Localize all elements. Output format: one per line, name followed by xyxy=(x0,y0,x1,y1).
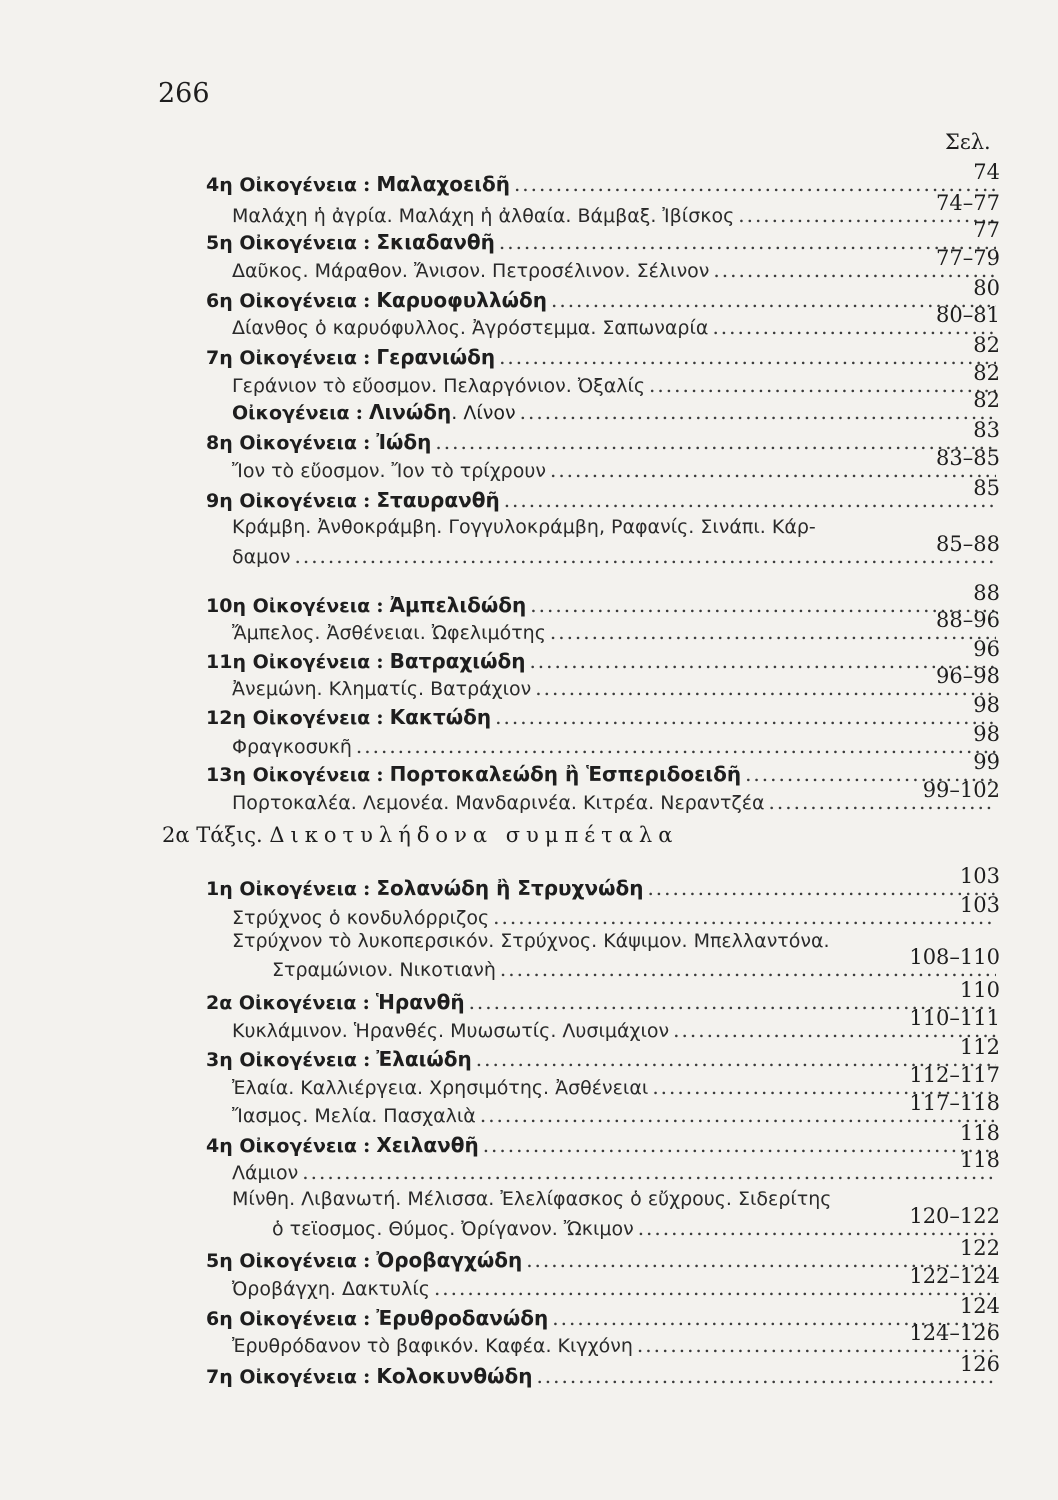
separator: : xyxy=(362,172,371,196)
family-label: 12η Οἰκογένεια xyxy=(206,707,371,729)
entry-text: Ἄμπελος. Ἀσθένειαι. Ὠφελιμότης xyxy=(232,622,546,644)
page-ref[interactable]: 112–117 xyxy=(909,1063,1000,1087)
page-ref[interactable]: 88–96 xyxy=(936,608,1000,632)
family-heading xyxy=(206,1306,548,1330)
leader-dots xyxy=(302,1160,996,1184)
leader-dots xyxy=(294,544,996,568)
page-ref[interactable]: 83–85 xyxy=(936,446,1000,470)
entry-text: Μίνθη. Λιβανωτή. Μέλισσα. Ἐλελίφασκος ὁ εὔχρους. Σιδερίτης xyxy=(232,1188,832,1210)
family-entry xyxy=(206,1121,1000,1161)
leader-dots xyxy=(483,1133,996,1157)
separator: : xyxy=(362,288,371,312)
family-label: 2α Οἰκογένεια xyxy=(206,992,357,1014)
page-ref[interactable]: 74 xyxy=(973,160,1000,184)
genus-entry xyxy=(232,930,1000,958)
separator: : xyxy=(362,488,371,512)
leader-dots xyxy=(535,676,996,700)
page-ref[interactable]: 124–126 xyxy=(909,1321,1000,1345)
entry-text: Στρύχνον τὸ λυκοπερσικόν. Στρύχνος. Κάψιμον. Μπελλαντόνα. xyxy=(232,930,830,952)
entry-text: Ἐλαία. Καλλιέργεια. Χρησιμότης. Ἀσθένειαι xyxy=(232,1077,649,1099)
family-label: 5η Οἰκογένεια xyxy=(206,1250,357,1272)
entry-text: Ἐρυθρόδανον τὸ βαφικόν. Καφέα. Κιγχόνη xyxy=(232,1335,633,1357)
family-name: Κακτώδη xyxy=(389,705,492,729)
separator: : xyxy=(376,649,384,673)
family-label: 7η Οἰκογένεια xyxy=(206,1366,357,1388)
entry-text: Γεράνιον τὸ εὔοσμον. Πελαργόνιον. Ὀξαλίς xyxy=(232,375,646,397)
family-name: Ἐλαιώδη xyxy=(376,1047,472,1071)
page-ref[interactable]: 83 xyxy=(973,418,1000,442)
genus-entry xyxy=(232,664,1000,704)
leader-dots xyxy=(550,458,996,482)
family-heading xyxy=(206,762,741,786)
family-heading xyxy=(206,345,495,369)
separator: : xyxy=(376,593,384,617)
genus-entry xyxy=(232,1321,1000,1361)
family-label: Οἰκογένεια xyxy=(232,402,350,424)
genus-entry xyxy=(232,516,1000,544)
page-ref[interactable]: 118 xyxy=(959,1121,1000,1145)
family-heading xyxy=(206,430,431,454)
page-ref[interactable]: 96 xyxy=(973,637,1000,661)
family-heading xyxy=(206,1047,472,1071)
entry-text: Στραμώνιον. Νικοτιανὴ xyxy=(272,959,496,981)
page-ref[interactable]: 112 xyxy=(959,1035,1000,1059)
family-label: 1η Οἰκογένεια xyxy=(206,878,357,900)
entry-text: ὁ τεϊοσμος. Θύμος. Ὀρίγανον. Ὤκιμον xyxy=(272,1218,634,1240)
separator: : xyxy=(376,705,384,729)
leader-dots xyxy=(493,905,996,929)
page-ref[interactable]: 110–111 xyxy=(909,1006,1000,1030)
family-heading xyxy=(206,288,547,312)
genus-entry xyxy=(232,1006,1000,1046)
genus-entry xyxy=(232,1188,1000,1216)
family-entry xyxy=(206,218,1000,258)
family-name: Λινώδη xyxy=(369,400,452,424)
page-ref[interactable]: 82 xyxy=(973,333,1000,357)
page-ref[interactable]: 82 xyxy=(973,361,1000,385)
family-entry xyxy=(232,388,1000,428)
leader-dots xyxy=(504,488,996,512)
family-entry xyxy=(206,1236,1000,1276)
leader-dots xyxy=(551,288,996,312)
page-number: 266 xyxy=(158,78,210,109)
family-name: Χειλανθῆ xyxy=(376,1133,479,1157)
entry-text: Ἴον τὸ εὔοσμον. Ἴον τὸ τρίχρουν xyxy=(232,460,546,482)
separator: : xyxy=(362,990,370,1014)
page-ref[interactable]: 117–118 xyxy=(909,1091,1000,1115)
family-heading xyxy=(206,488,500,512)
genus-entry xyxy=(232,608,1000,648)
family-entry xyxy=(206,978,1000,1018)
family-heading xyxy=(206,1133,479,1157)
page-ref[interactable]: 122 xyxy=(959,1236,1000,1260)
genus-entry xyxy=(232,1264,1000,1304)
page-ref[interactable]: 99 xyxy=(973,750,1000,774)
family-entry xyxy=(206,1035,1000,1075)
family-label: 13η Οἰκογένεια xyxy=(206,764,371,786)
page-ref[interactable]: 82 xyxy=(973,388,1000,412)
separator: : xyxy=(362,1133,371,1157)
entry-text: Μαλάχη ἡ ἀγρία. Μαλάχη ἡ ἀλθαία. Βάμβαξ. Ἰβίσκος xyxy=(232,205,735,227)
family-heading xyxy=(206,593,526,617)
family-heading xyxy=(206,649,525,673)
leader-dots xyxy=(499,230,996,254)
separator: : xyxy=(362,1248,371,1272)
leader-dots xyxy=(514,172,996,196)
entry-text: Κυκλάμινον. Ἡρανθές. Μυωσωτίς. Λυσιμάχιον xyxy=(232,1020,670,1042)
genus-entry-continued xyxy=(272,945,1000,985)
family-name: Καρυοφυλλώδη xyxy=(376,288,547,312)
family-label: 11η Οἰκογένεια xyxy=(206,651,371,673)
family-name: Ἡρανθῆ xyxy=(375,990,465,1014)
family-label: 4η Οἰκογένεια xyxy=(206,1135,357,1157)
page-ref[interactable]: 77–79 xyxy=(936,246,1000,270)
page-ref[interactable]: 80 xyxy=(973,276,1000,300)
page-ref[interactable]: 85 xyxy=(973,476,1000,500)
family-entry xyxy=(206,581,1000,621)
leader-dots xyxy=(529,649,996,673)
class-heading-title: Δικοτυλήδονα συμπέταλα xyxy=(269,823,679,847)
family-heading xyxy=(206,876,643,900)
family-name: Ἐρυθροδανώδη xyxy=(376,1306,549,1330)
separator: : xyxy=(362,1047,371,1071)
genus-entry xyxy=(232,722,1000,762)
genus-entry xyxy=(232,1091,1000,1131)
family-entry xyxy=(206,276,1000,316)
genus-entry-continued xyxy=(232,532,1000,572)
leader-dots xyxy=(649,373,996,397)
leader-dots xyxy=(550,620,996,644)
family-genus: . Λίνον xyxy=(451,402,516,424)
page-ref[interactable]: 120–122 xyxy=(909,1204,1000,1228)
class-heading xyxy=(162,823,678,847)
page-ref[interactable]: 74–77 xyxy=(936,191,1000,215)
entry-text: Λάμιον xyxy=(232,1162,299,1184)
page-column-header: Σελ. xyxy=(945,130,991,154)
leader-dots xyxy=(499,345,996,369)
leader-dots xyxy=(536,1364,996,1388)
genus-entry xyxy=(232,246,1000,286)
entry-text: Δίανθος ὁ καρυόφυλλος. Ἀγρόστεμμα. Σαπωναρία xyxy=(232,317,709,339)
family-name: Σκιαδανθῆ xyxy=(376,230,495,254)
family-entry xyxy=(206,864,1000,904)
genus-entry xyxy=(232,361,1000,401)
page-ref[interactable]: 110 xyxy=(959,978,1000,1002)
page-ref[interactable]: 124 xyxy=(959,1294,1000,1318)
family-heading xyxy=(232,400,516,424)
entry-text: Ἀνεμώνη. Κληματίς. Βατράχιον xyxy=(232,678,532,700)
page-ref[interactable]: 80–81 xyxy=(936,303,1000,327)
family-name: Σταυρανθῆ xyxy=(376,488,500,512)
separator: : xyxy=(376,762,384,786)
family-label: 3η Οἰκογένεια xyxy=(206,1049,357,1071)
entry-text: Δαῦκος. Μάραθον. Ἄνισον. Πετροσέλινον. Σέλινον xyxy=(232,260,710,282)
page-ref[interactable]: 96–98 xyxy=(936,664,1000,688)
separator: : xyxy=(355,400,363,424)
family-name: Πορτοκαλεώδη ἢ Ἑσπεριδοειδῆ xyxy=(389,762,742,786)
genus-entry xyxy=(232,1148,1000,1188)
family-entry xyxy=(206,750,1000,790)
genus-entry xyxy=(232,446,1000,486)
family-heading xyxy=(206,172,510,196)
separator: : xyxy=(362,1364,371,1388)
entry-text: Ἴασμος. Μελία. Πασχαλιὰ xyxy=(232,1105,476,1127)
genus-entry xyxy=(232,1063,1000,1103)
page-ref[interactable]: 99–102 xyxy=(922,778,1000,802)
family-name: Βατραχιώδη xyxy=(389,649,526,673)
genus-entry-continued xyxy=(272,1204,1000,1244)
leader-dots xyxy=(435,430,996,454)
entry-text: Κράμβη. Ἀνθοκράμβη. Γογγυλοκράμβη, Ραφανίς. Σινάπι. Κάρ- xyxy=(232,516,816,538)
class-heading-prefix: 2α Τάξις. xyxy=(162,823,263,847)
family-heading xyxy=(206,990,465,1014)
page-ref[interactable]: 98 xyxy=(973,693,1000,717)
family-label: 9η Οἰκογένεια xyxy=(206,490,357,512)
family-label: 8η Οἰκογένεια xyxy=(206,432,357,454)
separator: : xyxy=(362,230,371,254)
family-heading xyxy=(206,705,491,729)
leader-dots xyxy=(530,593,996,617)
family-name: Κολοκυνθώδη xyxy=(376,1364,533,1388)
family-name: Ὀροβαγχώδη xyxy=(376,1248,523,1272)
family-entry xyxy=(206,637,1000,677)
separator: : xyxy=(362,345,371,369)
family-name: Μαλαχοειδῆ xyxy=(376,172,510,196)
page-ref[interactable]: 77 xyxy=(973,218,1000,242)
leader-dots xyxy=(520,400,996,424)
page-ref[interactable]: 118 xyxy=(959,1148,1000,1172)
page-ref[interactable]: 85–88 xyxy=(936,532,1000,556)
genus-entry xyxy=(232,191,1000,231)
separator: : xyxy=(362,430,371,454)
page-ref[interactable]: 103 xyxy=(959,893,1000,917)
page-ref[interactable]: 122–124 xyxy=(909,1264,1000,1288)
family-entry xyxy=(206,1352,1000,1392)
family-label: 5η Οἰκογένεια xyxy=(206,232,357,254)
family-name: Γερανιώδη xyxy=(376,345,496,369)
family-entry xyxy=(206,160,1000,200)
family-label: 7η Οἰκογένεια xyxy=(206,347,357,369)
separator: : xyxy=(362,1306,371,1330)
entry-text: Στρύχνος ὁ κονδυλόρριζος xyxy=(232,907,490,929)
family-label: 10η Οἰκογένεια xyxy=(206,595,371,617)
entry-text: Ὀροβάγχη. Δακτυλίς xyxy=(232,1278,430,1300)
leader-dots xyxy=(495,705,996,729)
page-ref[interactable]: 126 xyxy=(959,1352,1000,1376)
family-label: 6η Οἰκογένεια xyxy=(206,1308,357,1330)
family-entry xyxy=(206,693,1000,733)
family-entry xyxy=(206,333,1000,373)
leader-dots xyxy=(356,734,996,758)
page-ref[interactable]: 103 xyxy=(959,864,1000,888)
family-entry xyxy=(206,418,1000,458)
family-entry xyxy=(206,476,1000,516)
page-ref[interactable]: 88 xyxy=(973,581,1000,605)
family-heading xyxy=(206,1248,522,1272)
genus-entry xyxy=(232,778,1000,818)
page-ref[interactable]: 98 xyxy=(973,722,1000,746)
family-label: 6η Οἰκογένεια xyxy=(206,290,357,312)
genus-entry xyxy=(232,893,1000,933)
family-name: Σολανώδη ἢ Στρυχνώδη xyxy=(376,876,644,900)
genus-entry xyxy=(232,303,1000,343)
family-heading xyxy=(206,230,495,254)
entry-text: Φραγκοσυκῆ xyxy=(232,736,352,758)
family-name: Ἀμπελιδώδη xyxy=(389,593,527,617)
family-entry xyxy=(206,1294,1000,1334)
separator: : xyxy=(362,876,371,900)
family-name: Ἰώδη xyxy=(376,430,432,454)
page-ref[interactable]: 108–110 xyxy=(909,945,1000,969)
family-label: 4η Οἰκογένεια xyxy=(206,174,357,196)
entry-text: δαμον xyxy=(232,546,291,568)
family-heading xyxy=(206,1364,532,1388)
leader-dots xyxy=(647,876,996,900)
entry-text: Πορτοκαλέα. Λεμονέα. Μανδαρινέα. Κιτρέα. Νεραντζέα xyxy=(232,792,765,814)
